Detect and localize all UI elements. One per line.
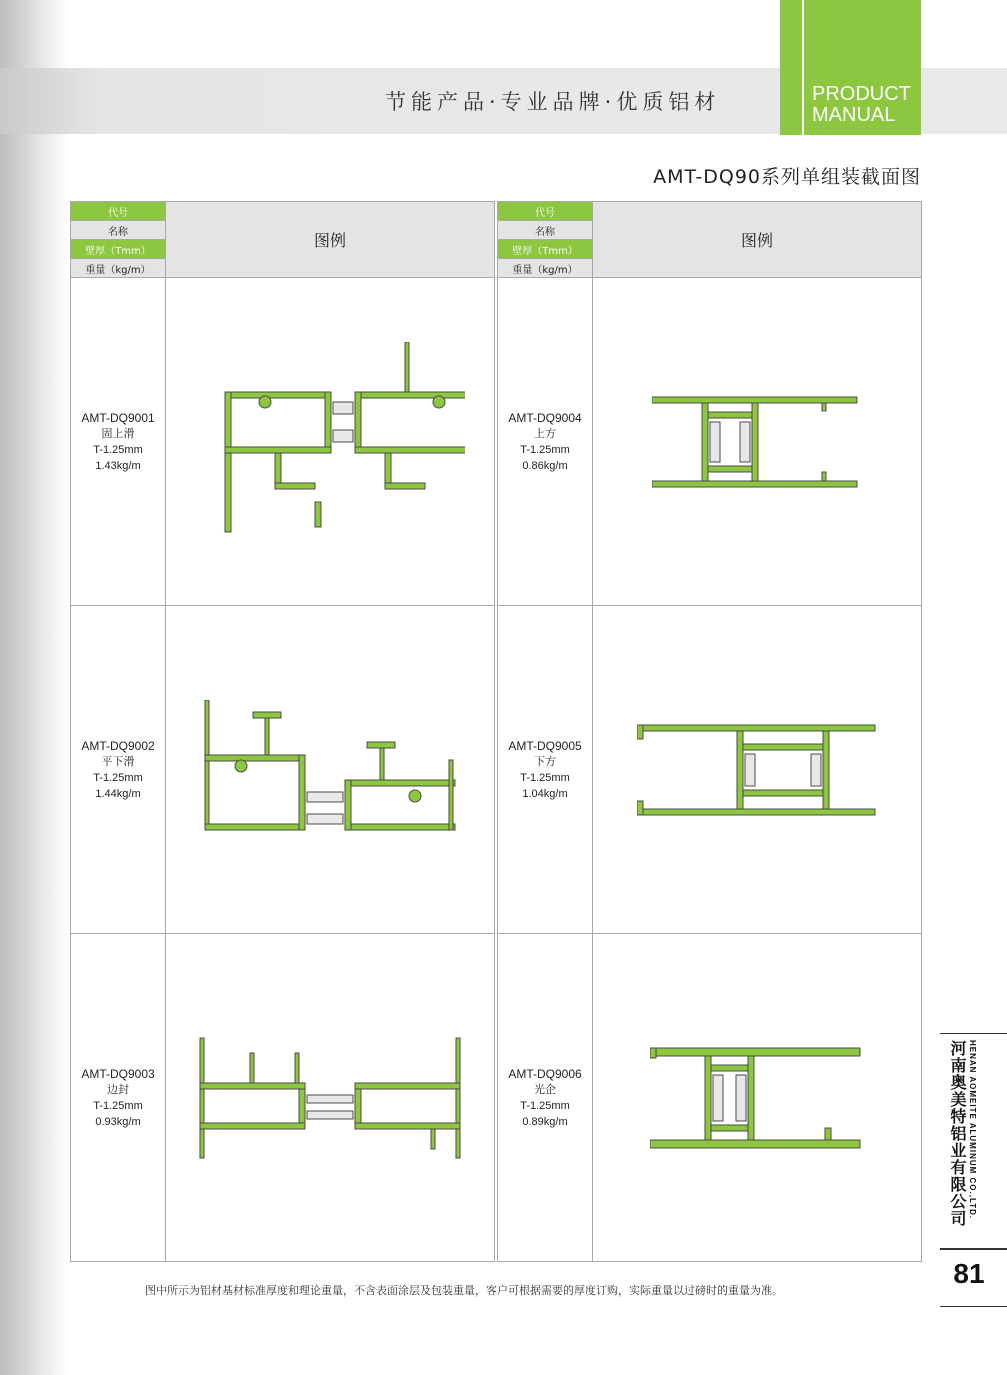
- figure-cell-9004: [593, 278, 922, 606]
- profile-section-drawing-9002: [195, 700, 465, 840]
- header-name: 名称: [71, 221, 166, 240]
- header-name: 名称: [498, 221, 593, 240]
- tab-divider: [802, 0, 804, 135]
- header-weight: 重量（kg/m）: [71, 259, 166, 278]
- profile-section-drawing-9006: [650, 1043, 865, 1153]
- product-info-9001: [71, 278, 166, 606]
- product-manual-tab: [780, 0, 921, 135]
- product-code: AMT-DQ9004: [508, 410, 582, 425]
- profile-section-drawing-9005: [637, 720, 877, 820]
- figure-cell-9003: [166, 934, 495, 1262]
- footnote: 图中所示为铝材基材标准厚度和理论重量，不含表面涂层及包装重量，客户可根据需要的厚度订购，实际重量以过磅时的重量为准。: [145, 1284, 783, 1297]
- company-name-en: HENAN AOMEITE ALUMINUM CO.,LTD.: [968, 1040, 977, 1220]
- page-number-box: [940, 1248, 1007, 1307]
- page-title: AMT-DQ90系列单组装截面图: [653, 166, 921, 188]
- figure-cell-9005: [593, 606, 922, 934]
- profile-section-drawing-9003: [195, 1033, 465, 1163]
- product-weight: 0.89kg/m: [522, 1115, 568, 1128]
- profile-section-drawing-9001: [195, 342, 465, 542]
- product-code: AMT-DQ9005: [508, 738, 582, 753]
- product-name: 光企: [534, 1083, 556, 1096]
- product-thickness: T-1.25mm: [520, 1099, 570, 1112]
- header-code: 代号: [71, 202, 166, 221]
- tab-label: [812, 84, 911, 126]
- figure-cell-9001: [166, 278, 495, 606]
- product-thickness: T-1.25mm: [93, 443, 143, 456]
- book-spine-shadow: [0, 0, 70, 1375]
- header-thickness: 壁厚（Tmm）: [498, 240, 593, 259]
- figure-cell-9006: [593, 934, 922, 1262]
- product-thickness: T-1.25mm: [520, 443, 570, 456]
- product-code: AMT-DQ9006: [508, 1066, 582, 1081]
- header-slogan: 节能产品·专业品牌·优质铝材: [385, 90, 721, 114]
- header-figure: 图例: [593, 202, 922, 278]
- product-info-9002: [71, 606, 166, 934]
- product-code: AMT-DQ9002: [81, 738, 155, 753]
- product-weight: 0.93kg/m: [95, 1115, 141, 1128]
- spec-table-left: [70, 201, 495, 1262]
- product-info-9006: [498, 934, 593, 1262]
- product-thickness: T-1.25mm: [93, 771, 143, 784]
- company-name-block: [940, 1033, 1007, 1248]
- product-weight: 1.44kg/m: [95, 787, 141, 800]
- figure-cell-9002: [166, 606, 495, 934]
- header-figure: 图例: [166, 202, 495, 278]
- profile-section-drawing-9004: [652, 392, 862, 492]
- product-name: 固上滑: [101, 427, 135, 440]
- product-info-9004: [498, 278, 593, 606]
- company-name-cn: 河南奥美特铝业有限公司: [948, 1040, 967, 1227]
- product-name: 上方: [534, 427, 556, 440]
- product-code: AMT-DQ9003: [81, 1066, 155, 1081]
- product-name: 平下滑: [101, 755, 135, 768]
- product-info-9003: [71, 934, 166, 1262]
- product-code: AMT-DQ9001: [81, 410, 155, 425]
- product-thickness: T-1.25mm: [93, 1099, 143, 1112]
- product-info-9005: [498, 606, 593, 934]
- page-number: 81: [953, 1258, 985, 1289]
- product-weight: 1.04kg/m: [522, 787, 568, 800]
- product-thickness: T-1.25mm: [520, 771, 570, 784]
- product-weight: 0.86kg/m: [522, 459, 568, 472]
- header-thickness: 壁厚（Tmm）: [71, 240, 166, 259]
- tab-label-line1: PRODUCT: [812, 83, 911, 105]
- tab-label-line2: MANUAL: [812, 104, 896, 126]
- header-weight: 重量（kg/m）: [498, 259, 593, 278]
- header-code: 代号: [498, 202, 593, 221]
- product-weight: 1.43kg/m: [95, 459, 141, 472]
- spec-table-right: [497, 201, 922, 1262]
- product-name: 下方: [534, 755, 556, 768]
- product-name: 边封: [107, 1083, 129, 1096]
